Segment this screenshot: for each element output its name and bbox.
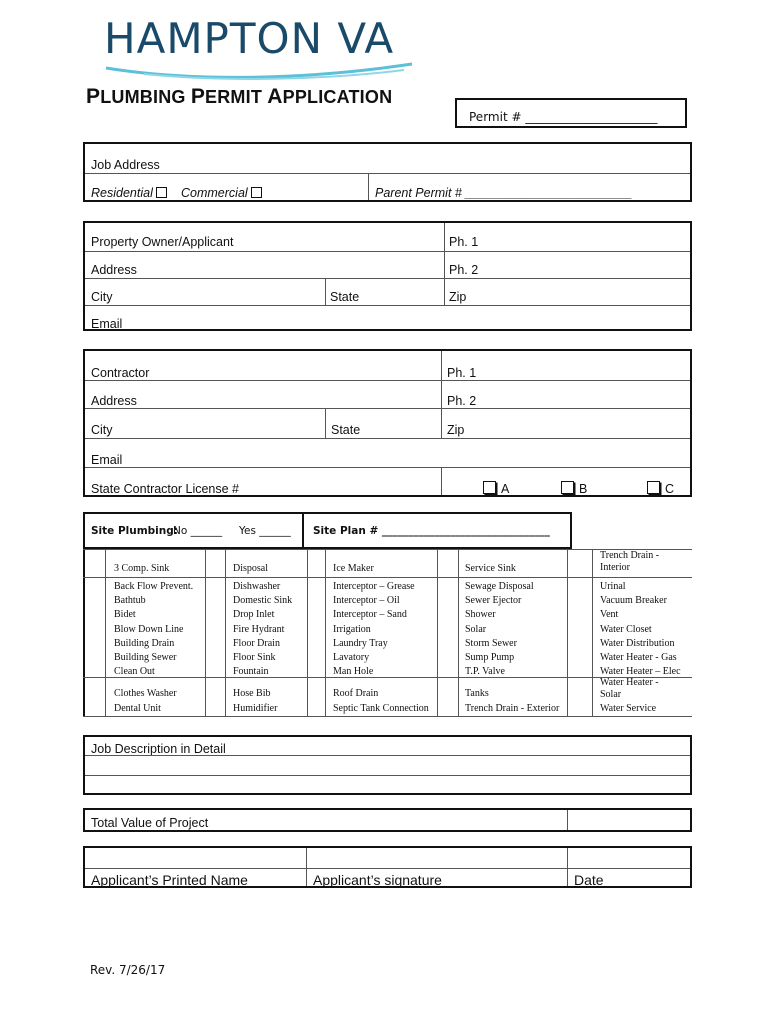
contractor-city-field[interactable]: City [91, 423, 113, 437]
class-b-checkbox[interactable] [561, 481, 574, 494]
class-c-checkbox[interactable] [647, 481, 660, 494]
owner-email-field[interactable]: Email [91, 317, 123, 331]
fixture-item: Building Drain [114, 637, 175, 649]
fixture-item: Fountain [233, 666, 269, 678]
contractor-license-field[interactable]: State Contractor License # [91, 482, 239, 496]
contractor-ph1-field[interactable]: Ph. 1 [447, 366, 477, 380]
fixture-item: Man Hole [333, 666, 374, 678]
job-address-section [83, 142, 692, 202]
signature-label: Applicant’s signature [313, 872, 442, 888]
fixture-item: Solar [465, 623, 487, 635]
owner-state-field[interactable]: State [330, 290, 360, 304]
contractor-address-field[interactable]: Address [91, 394, 137, 408]
fixture-item: Sewer Ejector [465, 595, 522, 607]
signature-section [83, 846, 692, 888]
fixture-item: Vent [600, 609, 619, 621]
fixture-header: Service Sink [465, 563, 516, 574]
fixture-header: 3 Comp. Sink [114, 563, 170, 574]
job-description-section [83, 735, 692, 795]
fixture-item: Floor Drain [233, 637, 280, 649]
license-class-a[interactable] [483, 481, 509, 496]
job-description-field[interactable] [85, 756, 690, 793]
date-field[interactable] [568, 848, 690, 868]
license-class-c[interactable] [647, 481, 674, 496]
class-a-label: A [501, 482, 510, 496]
owner-address-field[interactable]: Address [91, 263, 137, 277]
fixture-item: Dishwasher [233, 581, 281, 592]
fixture-item: Drop Inlet [233, 609, 275, 621]
owner-section [83, 221, 692, 331]
owner-ph2-field[interactable]: Ph. 2 [449, 263, 479, 277]
fixture-item: Storm Sewer [465, 637, 517, 649]
job-description-label: Job Description in Detail [91, 742, 226, 756]
owner-city-field[interactable]: City [91, 290, 113, 304]
commercial-option[interactable] [181, 186, 262, 200]
fixture-item: Water Heater - Solar [600, 677, 659, 700]
contractor-section [83, 349, 692, 497]
fixture-item: Tanks [465, 688, 489, 699]
fixture-item: Hose Bib [233, 688, 271, 699]
fixture-item: Lavatory [333, 652, 370, 664]
owner-zip-field[interactable]: Zip [449, 290, 467, 304]
fixture-item: Building Sewer [114, 652, 177, 664]
fixture-item: Irrigation [333, 623, 371, 635]
fixture-header: Disposal [233, 563, 268, 574]
fixture-item: Water Distribution [600, 637, 675, 649]
license-class-b[interactable] [561, 481, 587, 496]
fixture-item: Floor Sink [233, 652, 276, 664]
fixture-header: Trench Drain - Interior [600, 550, 660, 573]
fixture-item: Fire Hydrant [233, 623, 285, 635]
fixture-item: Water Service [600, 703, 657, 714]
fixture-item: Humidifier [233, 703, 278, 714]
fixture-item: Interceptor – Oil [333, 595, 400, 607]
residential-label: Residential [91, 186, 153, 200]
fixture-item: Urinal [600, 581, 626, 592]
fixture-item: Sewage Disposal [465, 581, 534, 592]
owner-name-field[interactable]: Property Owner/Applicant [91, 235, 234, 249]
fixture-item: Interceptor – Grease [333, 581, 415, 592]
contractor-ph2-field[interactable]: Ph. 2 [447, 394, 477, 408]
fixture-item: Sump Pump [465, 652, 515, 664]
date-label: Date [574, 872, 604, 888]
residential-checkbox[interactable] [156, 187, 167, 198]
contractor-name-field[interactable]: Contractor [91, 366, 150, 380]
site-plumbing-section [83, 512, 572, 549]
fixture-item: Bidet [114, 609, 136, 621]
fixture-item: Domestic Sink [233, 595, 293, 607]
class-b-label: B [579, 482, 588, 496]
printed-name-field[interactable] [85, 848, 306, 868]
fixture-item: T.P. Valve [465, 666, 505, 678]
fixture-header: Ice Maker [333, 563, 374, 574]
signature-field[interactable] [307, 848, 567, 868]
fixture-item: Laundry Tray [333, 637, 388, 649]
total-value-field[interactable] [568, 810, 690, 830]
total-value-section [83, 808, 692, 832]
job-address-field[interactable]: Job Address [91, 158, 160, 172]
fixture-item: Water Heater – Elec [600, 666, 681, 678]
fixture-item: Trench Drain - Exterior [465, 703, 560, 714]
hampton-va-logo [104, 14, 414, 78]
fixture-item: Roof Drain [333, 688, 379, 699]
fixture-item: Back Flow Prevent. [114, 581, 194, 592]
class-a-checkbox[interactable] [483, 481, 496, 494]
fixture-item: Shower [465, 609, 496, 621]
contractor-state-field[interactable]: State [331, 423, 361, 437]
class-c-label: C [665, 482, 675, 496]
fixture-item: Blow Down Line [114, 623, 184, 635]
fixtures-table [83, 549, 692, 717]
commercial-label: Commercial [181, 186, 248, 200]
logo-wave-icon [104, 60, 414, 84]
fixture-column-1 [114, 580, 193, 679]
fixture-item: Septic Tank Connection [333, 703, 429, 714]
form-title [86, 85, 392, 109]
fixture-item: Dental Unit [114, 703, 161, 714]
form-title-text: PLUMBING PERMIT APPLICATION [86, 85, 393, 108]
residential-option[interactable] [91, 186, 167, 200]
contractor-zip-field[interactable]: Zip [447, 423, 465, 437]
commercial-checkbox[interactable] [251, 187, 262, 198]
revision-note: Rev. 7/26/17 [90, 963, 166, 977]
site-plumbing-label: Site Plumbing: [91, 525, 178, 537]
fixture-item: Water Heater - Gas [600, 652, 677, 664]
fixture-item: Clothes Washer [114, 688, 177, 699]
fixture-column-4 [465, 580, 534, 679]
total-value-label: Total Value of Project [91, 816, 209, 830]
permit-number-box [455, 98, 687, 128]
permit-number-field[interactable]: Permit # ______________________ [469, 110, 658, 124]
fixture-column-3 [333, 580, 415, 679]
site-plan-field[interactable]: Site Plan # ________________________________ [313, 525, 550, 537]
site-plumbing-yes[interactable]: Yes ______ [239, 525, 291, 537]
contractor-email-field[interactable]: Email [91, 453, 123, 467]
logo-text: HAMPTON VA [104, 14, 395, 63]
printed-name-label: Applicant’s Printed Name [91, 872, 248, 888]
fixture-item: Clean Out [114, 666, 155, 678]
fixture-column-2 [233, 580, 292, 679]
fixture-item: Interceptor – Sand [333, 609, 407, 621]
site-plumbing-no[interactable]: No ______ [173, 525, 223, 537]
fixture-item: Water Closet [600, 623, 652, 635]
fixture-column-5 [600, 580, 681, 679]
fixture-item: Bathtub [114, 595, 146, 607]
parent-permit-field[interactable]: Parent Permit # ________________________ [375, 186, 633, 200]
fixture-item: Vacuum Breaker [600, 595, 667, 607]
owner-ph1-field[interactable]: Ph. 1 [449, 235, 479, 249]
